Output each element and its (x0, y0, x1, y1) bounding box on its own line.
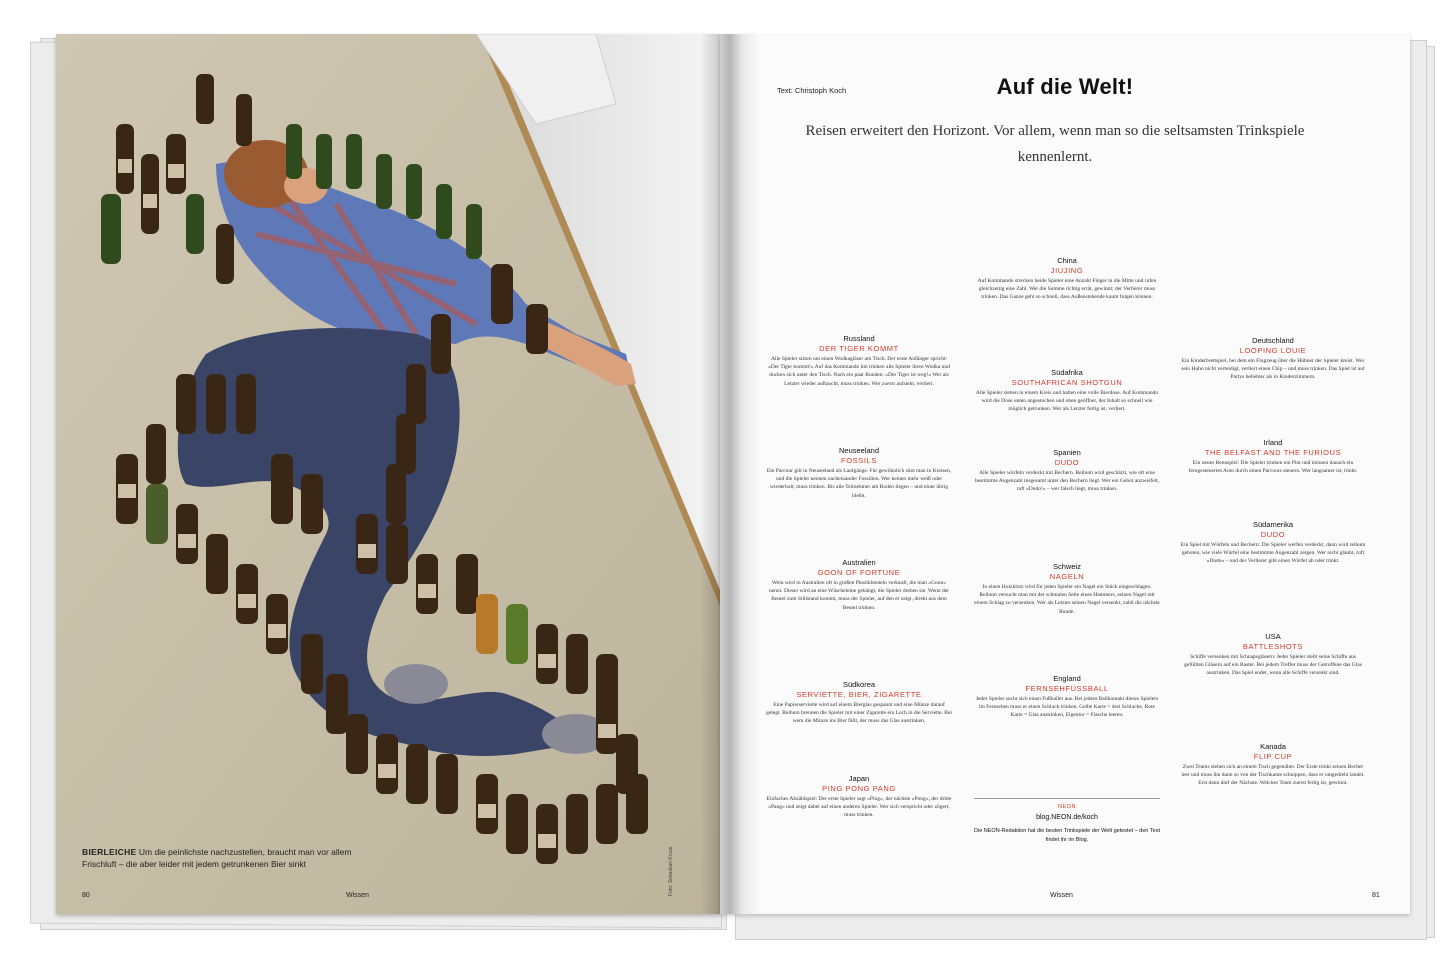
entry-country: Irland (1263, 438, 1283, 447)
photo-credit: Foto: Sebastian Kruse (668, 846, 674, 896)
entry-country: England (1053, 674, 1081, 683)
game-entry-canada (1180, 742, 1366, 788)
entry-country: Kanada (1260, 742, 1286, 751)
entry-country: Südkorea (842, 680, 876, 689)
entry-game-title: SERVIETTE, BIER, ZIGARETTE (796, 690, 922, 699)
sidebar-kicker: NEON (1058, 804, 1076, 810)
entry-game-title: NAGELN (1049, 572, 1085, 581)
entry-country: Russland (843, 334, 875, 343)
article-headline: Auf die Welt! (996, 74, 1134, 99)
sidebar-blog-link: blog.NEON.de/koch (1036, 814, 1098, 821)
entry-body: Ein neues Rennspiel: Die Spieler trinken ein Pint und müssen danach ein ferngesteuertes Auto durch einen Parcours steuern. Wer langsamer ist, trinkt. (1188, 460, 1358, 475)
entry-body: Ein Kinderbrettspiel, bei dem ein Flugzeug über die Hühner der Spieler kreist. Wer sein Huhn nicht verteidigt, verliert einen Chip – und muss trinken. Das Spiel ist auf Partys beliebter als in Kinderzimmern. (1181, 358, 1365, 381)
entry-country: China (1057, 256, 1077, 265)
game-entry-russia (766, 334, 952, 388)
sidebar-text: Die NEON-Redaktion hat die besten Trinkspiele der Welt getestet – den Test findet ihr im Blog. (974, 828, 1160, 843)
game-entry-spain (974, 448, 1160, 494)
entry-country: USA (1265, 632, 1281, 641)
entry-game-title: DER TIGER KOMMT (819, 344, 899, 353)
entry-country: Deutschland (1252, 336, 1294, 345)
entry-country: Japan (848, 774, 870, 783)
entry-game-title: GOON OF FORTUNE (817, 568, 901, 577)
entry-body: Ein Parcour gilt in Neuseeland als Laufgänge. Für gewöhnlich sitzt man in Kreisen, und die Spieler nennen nacheinander Fossilien. Wer keinen mehr weiß oder wiederholt, muss trinken. Bis alle Teilnehmer am Boden liegen – und einer übrig bleibt. (766, 468, 952, 499)
spine-gutter-shadow (700, 34, 760, 914)
entry-body: Ein Spiel mit Würfeln und Bechern: Die Spieler werfen verdeckt, dann wird reihum geboten, wie viele Würfel eine bestimmte Augenzahl zeigen. Wer nicht glaubt, ruft »Dudo« – und der Verlierer gibt einen Würfel ab oder trinkt. (1180, 542, 1366, 565)
entry-body: Alle Spieler stehen in einem Kreis und halten eine volle Bierdose. Auf Kommando wird die Dose unten angestochen und oben geöffnet, der Inhalt so schnell wie möglich getrunken. Wer als Letzter fertig ist, verliert. (975, 390, 1159, 413)
entry-body: Alle Spieler würfeln verdeckt mit Bechern. Reihum wird geschätzt, wie oft eine bestimmte Augenzahl insgesamt unter den Bechern liegt. Wer ein Gebot anzweifelt, ruft »Dudo!« – wer falsch liegt, muss trinken. (974, 470, 1160, 493)
game-entry-australia (766, 558, 952, 612)
entry-body: In einen Holzklotz wird für jeden Spieler ein Nagel ein Stück eingeschlagen. Reihum versucht man mit der schmalen Seite eines Hammers, seinen Nagel mit einem Schlag zu versenken. Wer als Letzter seinen Nagel versenkt, zahlt die nächste Runde. (974, 584, 1160, 615)
entry-game-title: FLIP CUP (1253, 752, 1293, 761)
entry-game-title: FOSSILS (841, 456, 877, 465)
entry-game-title: SOUTHAFRICAN SHOTGUN (1011, 378, 1123, 387)
game-entry-england (974, 674, 1160, 720)
photo-bottle-outline (56, 34, 720, 914)
entry-body: Schiffe versenken mit Schnapsgläsern: Jeder Spieler stellt seine Schiffe aus gefüllten Gläsern auf ein Raster. Bei jedem Treffer muss der Getroffene das Glas austrinken. Das Spiel endet, wenn alle Schiffe versenkt sind. (1184, 654, 1362, 677)
article-lead: Reisen erweitert den Horizont. Vor allem, wenn man so die seltsamsten Trinkspiele kennenlernt. (805, 123, 1305, 165)
entry-game-title: PING PONG PANG (822, 784, 896, 793)
sidebar-rule (974, 798, 1160, 799)
right-page-number: 81 (1372, 892, 1380, 899)
left-page-section: Wissen (346, 892, 369, 899)
caption-text: Um die peinlichste nachzustellen, braucht man vor allem Frischluft – die aber leider mit jedem getrunkenen Bier sinkt (82, 847, 352, 869)
entry-body: Wein wird in Australien oft in großen Plastikbeuteln verkauft, die man »Goon« nennt. Dieser wird an eine Wäscheleine gehängt, die Spieler drehen sie. Wenn der Beutel zum Stillstand kommt, muss der Spieler, auf den er zeigt, direkt aus dem Beutel trinken. (768, 580, 950, 611)
entry-body: Zwei Teams stehen sich an einem Tisch gegenüber. Der Erste trinkt seinen Becher leer und muss ihn dann so von der Tischkante schnippen, dass er umgedreht landet. Erst dann darf der Nächste. Welches Team zuerst fertig ist, gewinnt. (1181, 764, 1365, 787)
entry-body: Alle Spieler sitzen um einen Wodkagläser am Tisch. Der erste Anfänger spricht: »Der Tiger kommt!« Auf das Kommando hin trinken alle Spieler ihren Wodka und ducken sich unter den Tisch. Nach ein paar Runden: »Der Tiger ist weg!« Wer als Letzter wieder auftaucht, muss trinken. Wer zuerst aufsteht, verliert. (768, 356, 950, 387)
entry-country: Spanien (1053, 448, 1081, 457)
entry-body: Auf Kommando strecken beide Spieler eine Anzahl Finger in die Mitte und rufen gleichzeitig eine Zahl. Wer die Summe richtig errät, gewinnt; der Verlierer muss trinken. Das Ganze geht so schnell, dass Außenstehende kaum folgen können. (977, 278, 1157, 301)
game-entry-switzerland (974, 562, 1160, 616)
entry-game-title: JIUJING (1050, 266, 1084, 275)
game-entry-southamerica (1180, 520, 1366, 566)
game-entry-ireland (1180, 438, 1366, 475)
game-entry-southkorea (766, 680, 952, 726)
game-entry-china (974, 256, 1160, 302)
right-page (720, 34, 1410, 914)
entry-country: Südafrika (1051, 368, 1083, 377)
entry-game-title: FERNSEHFUSSBALL (1025, 684, 1109, 693)
entry-country: Neuseeland (838, 446, 880, 455)
game-entry-usa (1180, 632, 1366, 678)
photo-caption (82, 846, 382, 870)
entry-game-title: BATTLESHOTS (1242, 642, 1304, 651)
game-entry-japan (766, 774, 952, 820)
entry-country: Australien (842, 558, 876, 567)
left-page-number: 80 (82, 892, 90, 899)
entry-game-title: THE BELFAST AND THE FURIOUS (1204, 448, 1342, 457)
left-page (56, 34, 720, 914)
game-entry-southafrica (974, 368, 1160, 414)
blog-sidebar (974, 804, 1160, 844)
author-byline: Text: Christoph Koch (777, 86, 847, 95)
entry-country: Schweiz (1053, 562, 1081, 571)
right-page-section: Wissen (1050, 892, 1073, 899)
entry-body: Jeder Spieler sucht sich einen Fußballer aus. Bei jedem Ballkontakt dieses Spielers im Fernsehen muss er einen Schluck trinken. Gelbe Karte = drei Schlucke, Rote Karte = Glas austrinken, Eigentor = Flasche leeren. (975, 696, 1159, 719)
entry-body: Einfaches Abzählspiel: Der erste Spieler sagt »Ping«, der nächste »Pong«, der dritte »Pang« und zeigt dabei auf einen anderen Spieler. Wer sich verspricht oder zögert, muss trinken. (766, 796, 952, 819)
caption-lead: BIERLEICHE (82, 847, 137, 857)
entry-game-title: LOOPING LOUIE (1239, 346, 1307, 355)
entry-body: Eine Papierserviette wird auf einem Bierglas gespannt und eine Münze darauf gelegt. Reihum brennen die Spieler mit einer Zigarette ein Loch in die Serviette. Bei wem die Münze ins Bier fällt, der muss das Glas austrinken. (766, 702, 952, 725)
entry-game-title: DUDO (1054, 458, 1080, 467)
entry-country: Südamerika (1252, 520, 1294, 529)
game-entry-germany (1180, 336, 1366, 382)
game-entry-newzealand (766, 446, 952, 500)
entry-game-title: DUDO (1260, 530, 1286, 539)
